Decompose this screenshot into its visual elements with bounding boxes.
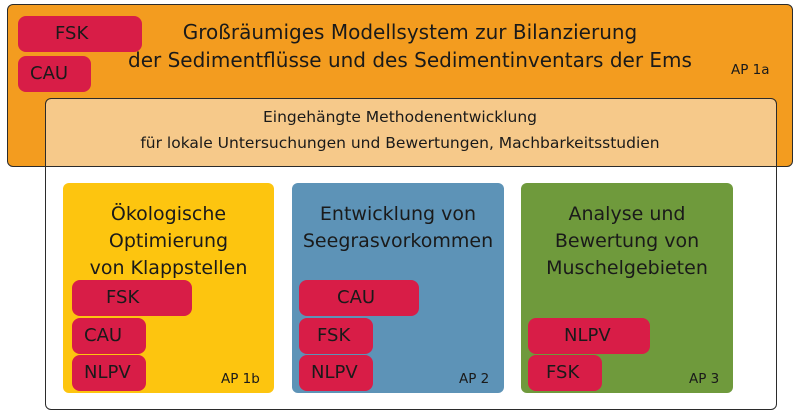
tag-label: NLPV [564, 325, 611, 346]
panel-title-line: von Klappstellen [89, 257, 248, 279]
top-tag-cau [18, 56, 91, 92]
tag-label: CAU [337, 287, 376, 308]
ap-3-label: AP 3 [689, 371, 720, 387]
panel3-tag-fsk [528, 355, 602, 391]
tag-label: CAU [30, 63, 69, 84]
panel-title-line: Optimierung [108, 230, 229, 252]
panel2-tag-nlpv [299, 355, 373, 391]
ap-1b-label: AP 1b [221, 371, 260, 387]
panel-muscheln-title [521, 201, 733, 282]
panel3-tag-nlpv [528, 318, 650, 354]
panel1-tag-nlpv [72, 355, 146, 391]
tag-label: FSK [55, 23, 89, 44]
panel-title-line: Analyse und [568, 203, 686, 225]
tag-label: FSK [546, 362, 580, 383]
tag-label: CAU [84, 325, 123, 346]
panel-title-line: Bewertung von [554, 230, 700, 252]
panel-title-line: Entwicklung von [319, 203, 477, 225]
method-line-1: Eingehängte Methodenentwicklung [262, 108, 538, 126]
ap-2-label: AP 2 [459, 371, 490, 387]
panel-title-line: Ökologische [110, 203, 227, 225]
panel2-tag-cau [299, 280, 419, 316]
panel-title-line: Muschelgebieten [546, 257, 708, 279]
overall-title [120, 18, 700, 74]
panel-title-line: Seegrasvorkommen [302, 230, 494, 252]
method-line-2: für lokale Untersuchungen und Bewertungen, Machbarkeitsstudien [140, 134, 660, 152]
panel2-tag-fsk [299, 318, 373, 354]
panel-seegras-title [292, 201, 504, 255]
ap-1a-label: AP 1a [731, 62, 770, 78]
tag-label: NLPV [311, 362, 358, 383]
tag-label: NLPV [84, 362, 131, 383]
tag-label: FSK [106, 287, 140, 308]
panel-klappstellen-title [63, 201, 274, 282]
tag-label: FSK [317, 325, 351, 346]
panel1-tag-fsk [72, 280, 192, 316]
title-line-1: Großräumiges Modellsystem zur Bilanzierung [182, 20, 638, 44]
method-description [120, 104, 680, 156]
panel1-tag-cau [72, 318, 146, 354]
title-line-2: der Sedimentflüsse und des Sedimentinventars der Ems [128, 48, 692, 72]
